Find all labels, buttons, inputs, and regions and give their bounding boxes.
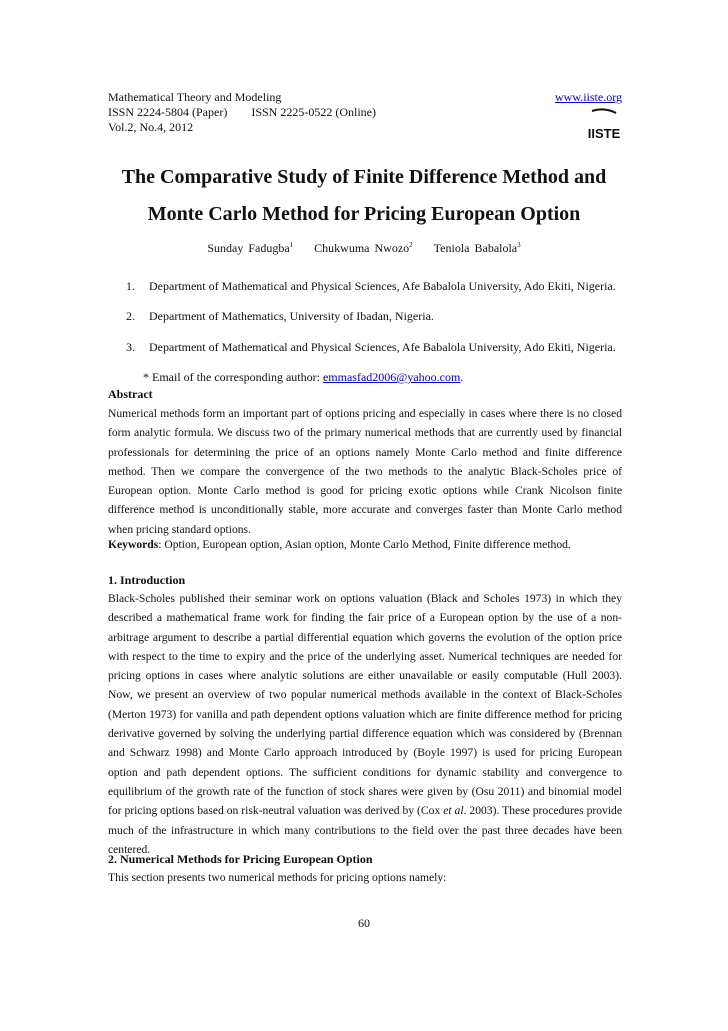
author-3: Teniola Babalola$^3$: [433, 241, 521, 255]
keywords-label: Keywords: [108, 538, 159, 551]
corresponding-email: * Email of the corresponding author: emmasfad2006@yahoo.com.: [143, 370, 464, 384]
section-2-text: This section presents two numerical methods for pricing options namely:: [108, 871, 447, 884]
volume-line: Vol.2, No.4, 2012: [108, 120, 194, 134]
section-1-text: Black-Scholes published their seminar work on options valuation (Black and Scholes 1973) in which they described a mathematical frame work for finding the fair price of a European option by the use of a non-arbitrage argument to describe a partial differential equation which governs the evolution of the option price with respect to the time to expiry and the price of the underlying asset. Numerical techniques are needed for pricing options in cases where analytic solutions are either unavailable or easily computable (Hull 2003). Now, we present an overview of two popular numerical methods available in the context of Black-Scholes (Merton 1973) for vanilla and path dependent options valuation which are finite difference method for pricing derivative governed by solving the underlying partial difference equation which was considered by (Brennan and Schwarz 1998) and Monte Carlo approach introduced by (Boyle 1997) is used for pricing European option and path dependent options. The sufficient conditions for dynamic stability and convergence to equilibrium of the growth rate of the function of stock shares were given by (Osu 2011) and binomial model for pricing options based on risk-neutral valuation was derived by (Cox et al. 2003). These procedures provide much of the infrastructure in which many contributions to the field over the past three decades have been centered.: [108, 592, 622, 856]
logo-text: IISTE: [587, 126, 621, 141]
abstract-text: Numerical methods form an important part of options pricing and especially in cases where there is no closed form analytic formula. We discuss two of the primary numerical methods that are currently used by financial professionals for determining the price of an options namely Monte Carlo method and finite difference method. Then we compare the convergence of the two methods to the analytic Black-Scholes price of European option. Monte Carlo method is good for pricing exotic options while Crank Nicolson finite difference method is unconditionally stable, more accurate and converges faster than Monte Carlo method when pricing standard options.: [108, 407, 622, 536]
section-1-heading: 1. Introduction: [108, 573, 186, 587]
author-2: Chukwuma Nwozo$^2$: [314, 241, 413, 255]
issn-line: ISSN 2224-5804 (Paper) ISSN 2225-0522 (Online): [108, 105, 376, 119]
email-link[interactable]: emmasfad2006@yahoo.com: [322, 370, 461, 384]
affiliation-1: 1. Department of Mathematical and Physical Sciences, Afe Babalola University, Ado Ekiti, Nigeria.: [126, 279, 616, 293]
iiste-logo-icon: [586, 107, 622, 143]
paper-title-line-1: The Comparative Study of Finite Difference Method and: [121, 166, 607, 188]
paper-title-line-2: Monte Carlo Method for Pricing European Option: [147, 203, 581, 225]
journal-name: Mathematical Theory and Modeling: [108, 90, 282, 104]
journal-url-link[interactable]: www.iiste.org: [555, 90, 622, 104]
affiliation-2: 2. Department of Mathematics, University of Ibadan, Nigeria.: [126, 309, 434, 323]
affiliation-3: 3. Department of Mathematical and Physical Sciences, Afe Babalola University, Ado Ekiti, Nigeria.: [126, 340, 616, 354]
author-1: Sunday Fadugba$^1$: [207, 241, 294, 255]
abstract-heading: Abstract: [108, 387, 153, 401]
keywords-line: Keywords: Option, European option, Asian option, Monte Carlo Method, Finite difference method.: [108, 538, 571, 551]
page-number: 60: [358, 916, 370, 930]
author-list: [0, 238, 728, 256]
section-2-heading: 2. Numerical Methods for Pricing European Option: [108, 852, 373, 866]
